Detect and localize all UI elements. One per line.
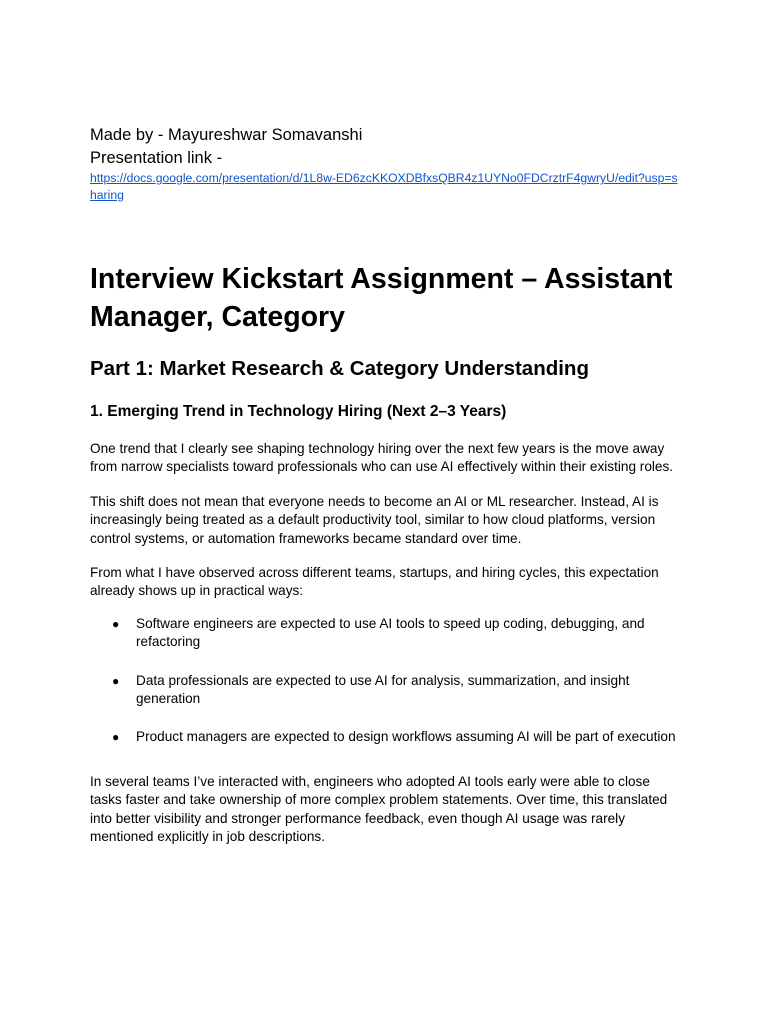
paragraph: In several teams I’ve interacted with, engineers who adopted AI tools early were able to close tasks faster and take ownership of more complex problem statements. Over time, this translated into better visibility and stronger performance feedback, even though AI usage was rarely mentioned explicitly in job descriptions. bbox=[90, 773, 668, 845]
document-title: Interview Kickstart Assignment – Assistant Manager, Category bbox=[90, 263, 673, 333]
bullet-icon: ● bbox=[112, 673, 120, 688]
made-by-line: Made by - Mayureshwar Somavanshi bbox=[90, 126, 363, 144]
section1-heading: 1. Emerging Trend in Technology Hiring (Next 2–3 Years) bbox=[90, 403, 507, 420]
document-page bbox=[90, 124, 680, 847]
presentation-link[interactable]: https://docs.google.com/presentation/d/1L8w-ED6zcKKOXDBfxsQBR4z1UYNo0FDCrztrF4gwryU/edit?usp=sharing bbox=[90, 171, 678, 202]
bullet-list bbox=[90, 615, 680, 747]
list-item bbox=[90, 672, 680, 709]
paragraph: From what I have observed across different teams, startups, and hiring cycles, this expectation already shows up in practical ways: bbox=[90, 565, 659, 599]
list-item bbox=[90, 615, 680, 652]
bullet-icon: ● bbox=[112, 616, 120, 631]
presentation-label: Presentation link - bbox=[90, 149, 223, 167]
list-item-text: Product managers are expected to design workflows assuming AI will be part of execution bbox=[136, 729, 676, 745]
list-item-text: Data professionals are expected to use AI for analysis, summarization, and insight generation bbox=[136, 672, 630, 707]
paragraph: One trend that I clearly see shaping technology hiring over the next few years is the move away from narrow specialists toward professionals who can use AI effectively within their existing roles. bbox=[90, 441, 674, 475]
list-item-text: Software engineers are expected to use AI tools to speed up coding, debugging, and refactoring bbox=[136, 615, 645, 650]
paragraph: This shift does not mean that everyone needs to become an AI or ML researcher. Instead, AI is increasingly being treated as a default productivity tool, similar to how cloud platforms, version control systems, or automation frameworks became standard over time. bbox=[90, 493, 659, 546]
list-item bbox=[90, 728, 680, 746]
bullet-icon: ● bbox=[112, 730, 120, 745]
part1-heading: Part 1: Market Research & Category Understanding bbox=[90, 357, 589, 380]
